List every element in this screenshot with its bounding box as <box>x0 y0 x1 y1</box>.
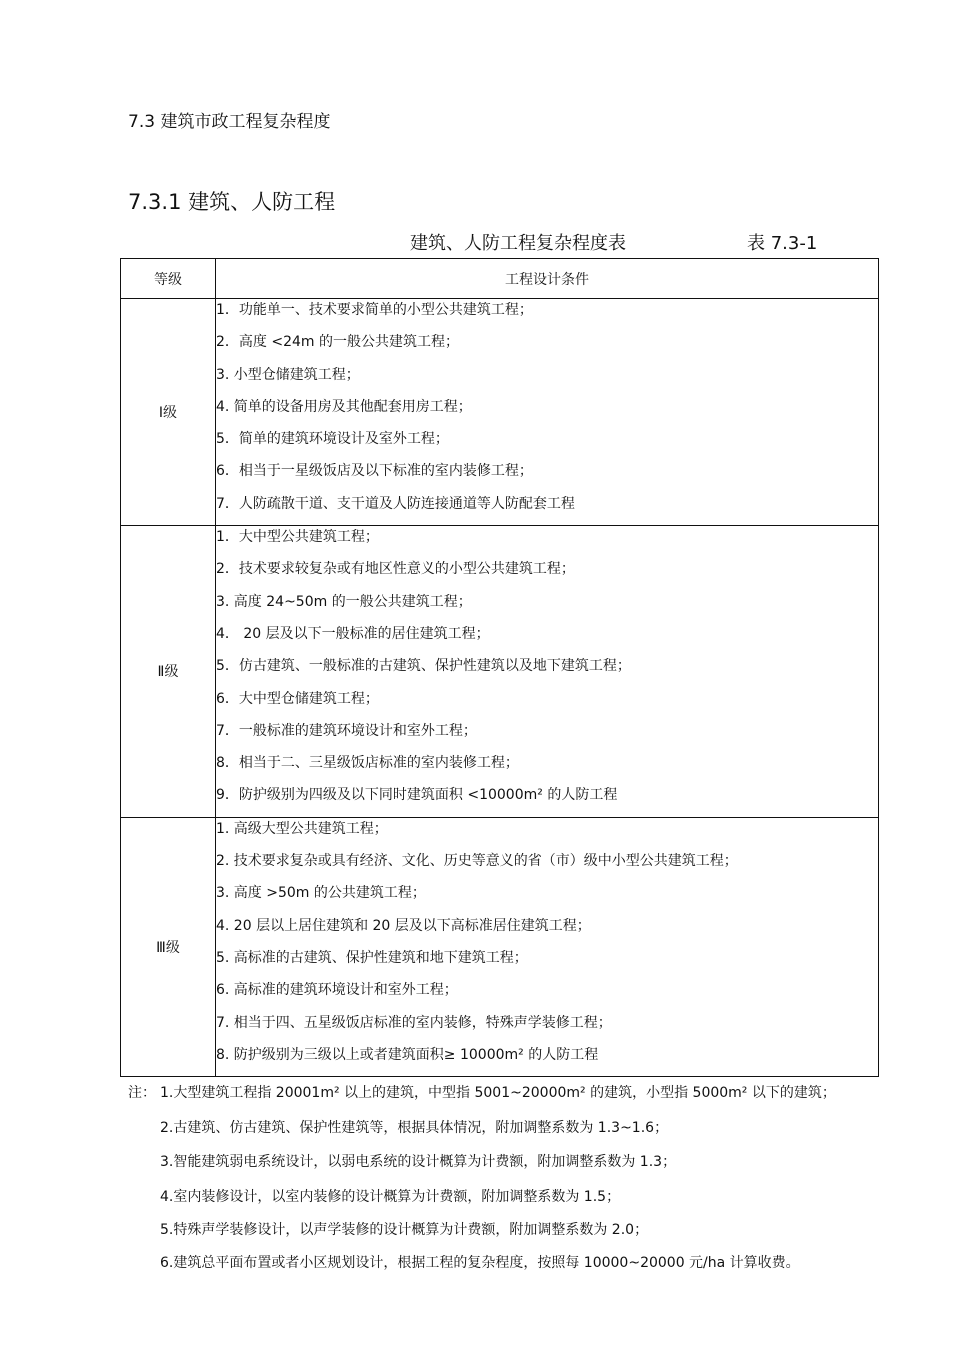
complexity-table <box>120 258 879 1077</box>
condition-item: 4． 20 层及以下一般标准的居住建筑工程； <box>216 625 490 642</box>
note-item: 3.智能建筑弱电系统设计，以弱电系统的设计概算为计费额，附加调整系数为 1.3； <box>160 1154 677 1170</box>
grade-label: Ⅲ级 <box>121 817 216 1076</box>
condition-item: 9．防护级别为四级及以下同时建筑面积 <10000m² 的人防工程 <box>216 787 618 804</box>
note-item: 6.建筑总平面布置或者小区规划设计，根据工程的复杂程度，按照每 10000~20000 元/ha 计算收费。 <box>160 1255 800 1271</box>
condition-item: 2．技术要求较复杂或有地区性意义的小型公共建筑工程； <box>216 561 575 578</box>
condition-item: 6．大中型仓储建筑工程； <box>216 690 379 707</box>
condition-item: 7. 相当于四、五星级饭店标准的室内装修，特殊声学装修工程； <box>216 1014 612 1031</box>
condition-item: 5．仿古建筑、一般标准的古建筑、保护性建筑以及地下建筑工程； <box>216 658 631 675</box>
condition-item: 3. 高度 24~50m 的一般公共建筑工程； <box>216 593 472 610</box>
note-item: 4.室内装修设计，以室内装修的设计概算为计费额，附加调整系数为 1.5； <box>160 1189 621 1205</box>
grade-items <box>216 817 879 1076</box>
condition-item: 3. 小型仓储建筑工程； <box>216 366 360 383</box>
condition-item: 8．相当于二、三星级饭店标准的室内装修工程； <box>216 755 519 772</box>
condition-item: 2．高度 <24m 的一般公共建筑工程； <box>216 334 459 351</box>
subsection-heading: 7.3.1 建筑、人防工程 <box>128 190 336 214</box>
condition-item: 1．大中型公共建筑工程； <box>216 529 379 546</box>
condition-item: 2. 技术要求复杂或具有经济、文化、历史等意义的省（市）级中小型公共建筑工程； <box>216 853 738 870</box>
condition-item: 5. 高标准的古建筑、保护性建筑和地下建筑工程； <box>216 949 528 966</box>
condition-item: 6. 高标准的建筑环境设计和室外工程； <box>216 982 458 999</box>
note-item: 2.古建筑、仿古建筑、保护性建筑等，根据具体情况，附加调整系数为 1.3~1.6； <box>160 1120 669 1136</box>
grade-row-3 <box>121 817 879 1076</box>
table-header-row <box>121 259 879 299</box>
header-conditions: 工程设计条件 <box>216 259 879 299</box>
condition-item: 7．人防疏散干道、支干道及人防连接通道等人防配套工程 <box>216 495 575 512</box>
header-grade: 等级 <box>121 259 216 299</box>
condition-item: 4. 简单的设备用房及其他配套用房工程； <box>216 398 472 415</box>
condition-item: 8. 防护级别为三级以上或者建筑面积≥ 10000m² 的人防工程 <box>216 1046 599 1063</box>
notes-prefix: 注： <box>128 1085 156 1101</box>
grade-items <box>216 299 879 526</box>
note-item: 5.特殊声学装修设计，以声学装修的设计概算为计费额，附加调整系数为 2.0； <box>160 1222 649 1238</box>
condition-item: 5．简单的建筑环境设计及室外工程； <box>216 431 449 448</box>
section-heading: 7.3 建筑市政工程复杂程度 <box>128 112 331 132</box>
grade-label: Ⅱ级 <box>121 526 216 818</box>
condition-item: 7．一般标准的建筑环境设计和室外工程； <box>216 722 477 739</box>
table-caption: 建筑、人防工程复杂程度表 <box>410 233 626 254</box>
grade-label: Ⅰ级 <box>121 299 216 526</box>
grade-row-1 <box>121 299 879 526</box>
grade-items <box>216 526 879 818</box>
condition-item: 1. 高级大型公共建筑工程； <box>216 820 388 837</box>
condition-item: 3. 高度 >50m 的公共建筑工程； <box>216 885 426 902</box>
condition-item: 1．功能单一、技术要求简单的小型公共建筑工程； <box>216 302 533 318</box>
grade-row-2 <box>121 526 879 818</box>
note-item: 1.大型建筑工程指 20001m² 以上的建筑，中型指 5001~20000m² 的建筑，小型指 5000m² 以下的建筑； <box>160 1085 836 1101</box>
table-number: 表 7.3-1 <box>747 233 818 254</box>
condition-item: 6．相当于一星级饭店及以下标准的室内装修工程； <box>216 463 533 480</box>
condition-item: 4. 20 层以上居住建筑和 20 层及以下高标准居住建筑工程； <box>216 917 591 934</box>
